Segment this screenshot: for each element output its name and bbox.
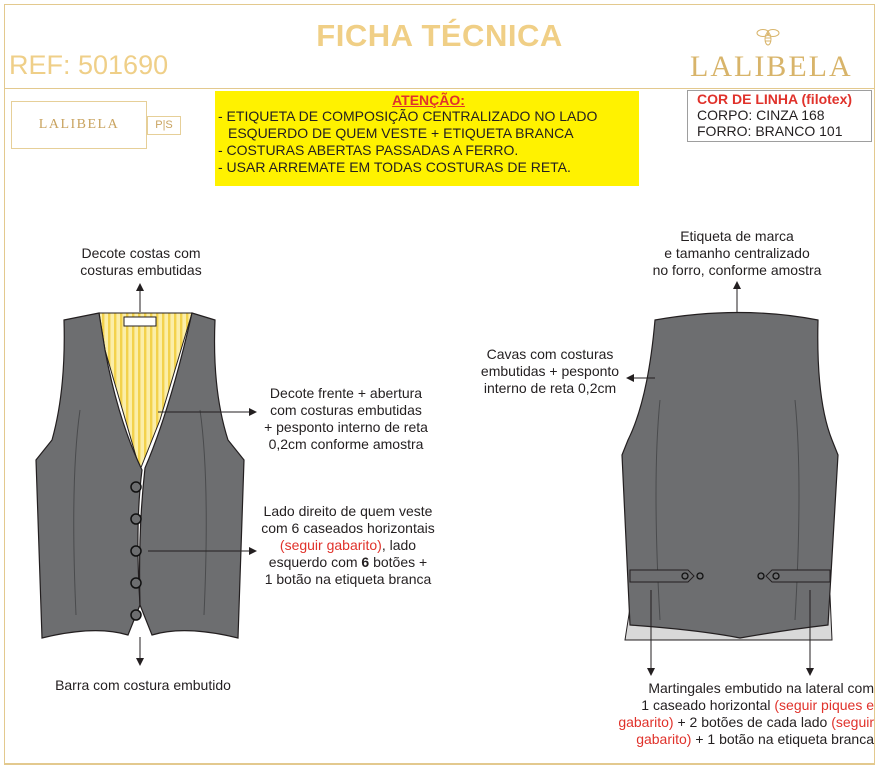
annotation-armholes: Cavas com costuras embutidas + pesponto interno de reta 0,2cm: [480, 346, 620, 396]
attention-line: ESQUERDO DE QUEM VESTE + ETIQUETA BRANCA: [228, 125, 574, 141]
thread-body-color: CORPO: CINZA 168: [697, 107, 825, 123]
thread-heading: COR DE LINHA (filotex): [697, 91, 853, 107]
button-icon: [131, 578, 141, 588]
attention-line: - COSTURAS ABERTAS PASSADAS A FERRO.: [218, 142, 519, 158]
back-panel: [622, 313, 838, 639]
reference-code: REF: 501690: [9, 50, 169, 80]
annotation-hem: Barra com costura embutido: [55, 677, 231, 693]
annotation-martingale: Martingales embutido na lateral com 1 caseado horizontal (seguir piques e gabarito) + 2 botões de cada lado (seguir gabarito) + 1 botão na etiqueta branca: [618, 680, 874, 747]
annotation-right-side: Lado direito de quem veste com 6 caseados horizontais (seguir gabarito), lado esquerdo com 6 botões + 1 botão na etiqueta branca: [261, 503, 435, 587]
back-vest: [622, 313, 838, 641]
attention-line: - ETIQUETA DE COMPOSIÇÃO CENTRALIZADO NO LADO: [218, 108, 598, 124]
button-icon: [131, 610, 141, 620]
front-vest: [36, 313, 244, 638]
annotation-neck-front: Decote frente + abertura com costuras embutidas + pesponto interno de reta 0,2cm conforme amostra: [264, 385, 428, 452]
button-icon: [131, 482, 141, 492]
label-brand-text: LALIBELA: [38, 117, 120, 132]
page-title: FICHA TÉCNICA: [316, 18, 563, 53]
thread-lining-color: FORRO: BRANCO 101: [697, 123, 843, 139]
annotation-brand-label: Etiqueta de marca e tamanho centralizado no forro, conforme amostra: [652, 228, 822, 278]
attention-line: - USAR ARREMATE EM TODAS COSTURAS DE RETA.: [218, 159, 571, 175]
button-icon: [131, 514, 141, 524]
size-tag: P|S: [147, 116, 181, 135]
annotation-neck-back: Decote costas com costuras embutidas: [80, 245, 202, 278]
button-icon: [131, 546, 141, 556]
brand-logo: LALIBELA: [690, 50, 853, 83]
martingale-right: [766, 570, 830, 582]
back-neck-label-icon: [124, 317, 156, 326]
attention-heading: ATENÇÃO:: [392, 92, 465, 108]
martingale-left: [630, 570, 694, 582]
